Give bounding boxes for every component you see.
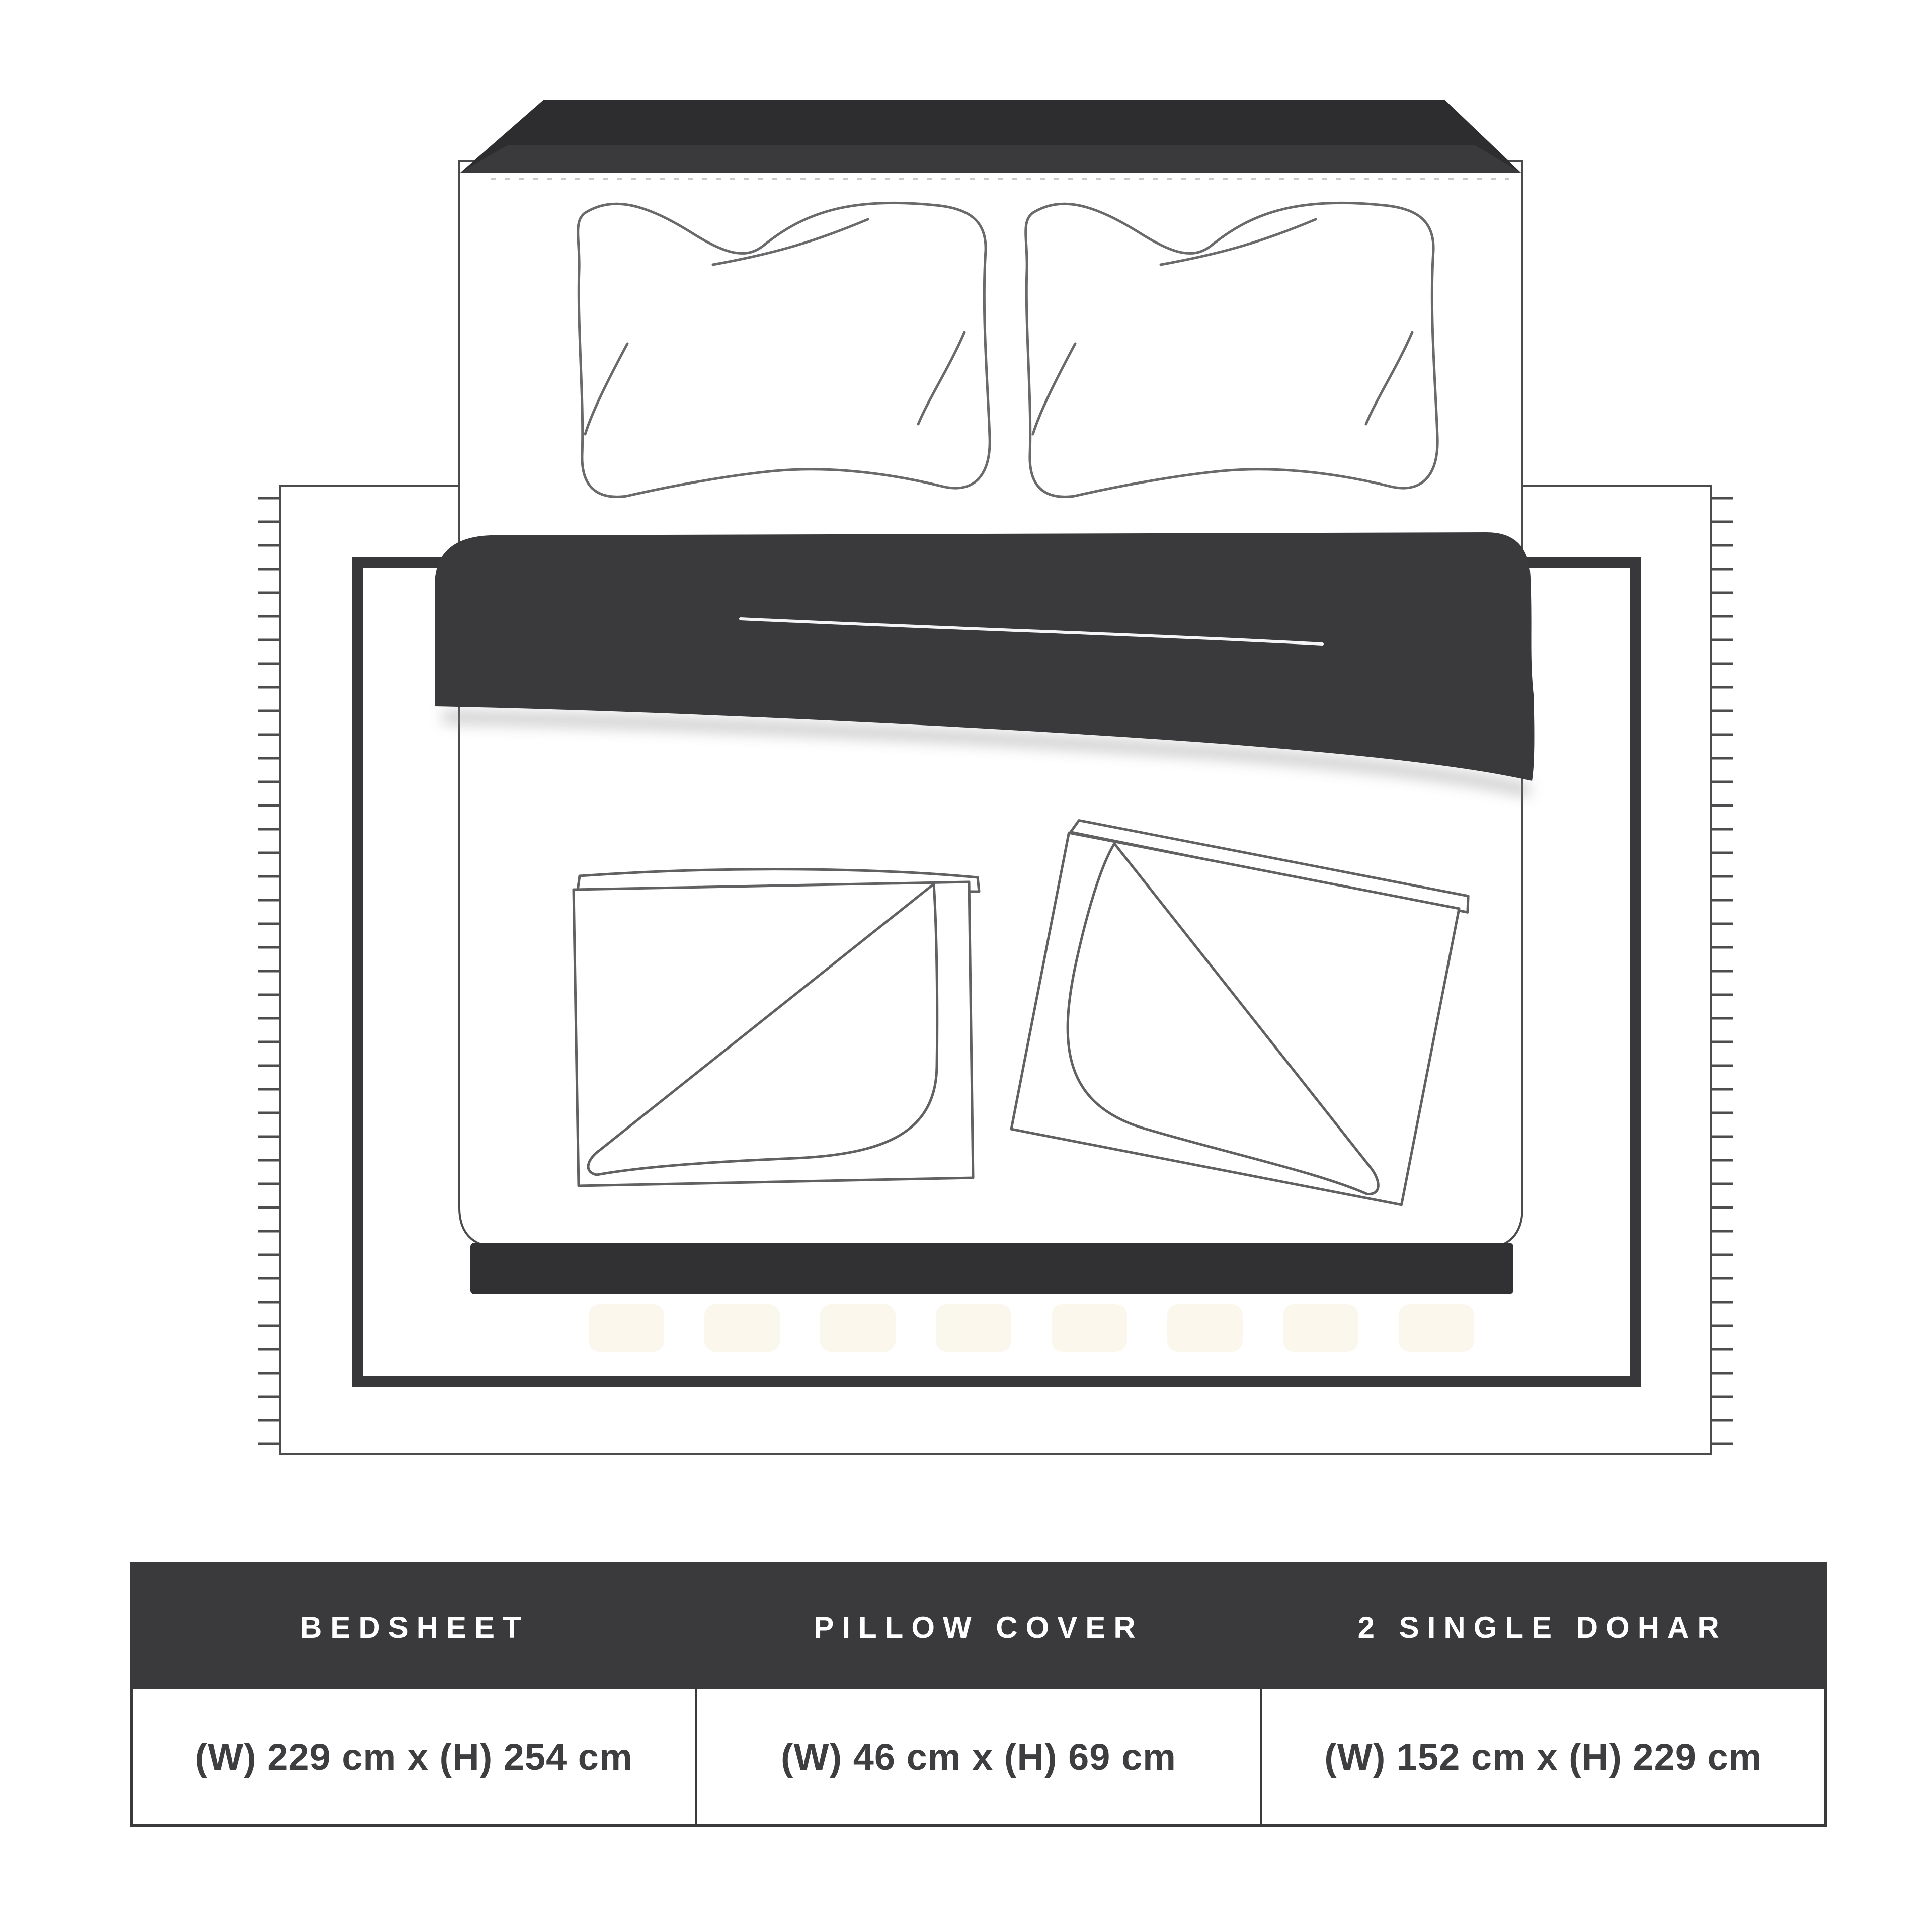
rug-pattern-tick: [936, 1304, 1011, 1352]
size-table-header-row: [133, 1565, 1824, 1689]
footboard: [470, 1243, 1513, 1294]
size-table-value-dohar: (W) 152 cm x (H) 229 cm: [1260, 1689, 1824, 1824]
dohar-left: [574, 869, 979, 1186]
pillow-right: [1026, 203, 1437, 497]
rug-pattern-tick: [1167, 1304, 1243, 1352]
pillow-left: [578, 203, 990, 497]
rug-pattern-tick: [704, 1304, 780, 1352]
pillow-outline: [578, 203, 990, 497]
rug-pattern-tick: [589, 1304, 664, 1352]
rug-pattern-tick: [1052, 1304, 1127, 1352]
headboard: [460, 100, 1521, 173]
size-table-value-row: [133, 1689, 1824, 1824]
dohar-outline: [574, 882, 973, 1186]
rug-fringe-left: [258, 498, 280, 1444]
size-table-header-pillow-cover: PILLOW COVER: [814, 1610, 1144, 1644]
size-table-value-pillow-cover: (W) 46 cm x (H) 69 cm: [695, 1689, 1259, 1824]
rug-pattern-tick: [1399, 1304, 1474, 1352]
pillow-outline: [1026, 203, 1437, 497]
rug-pattern-tick: [1283, 1304, 1358, 1352]
size-table-value-bedsheet: (W) 229 cm x (H) 254 cm: [195, 1736, 633, 1778]
size-table-header-dohar: 2 SINGLE DOHAR: [1357, 1610, 1727, 1644]
rug-pattern-tick: [820, 1304, 896, 1352]
size-table-header-bedsheet: BEDSHEET: [300, 1610, 529, 1644]
size-table: [130, 1562, 1827, 1827]
rug-fringe-right: [1711, 498, 1733, 1444]
headboard-front-face: [460, 145, 1521, 173]
